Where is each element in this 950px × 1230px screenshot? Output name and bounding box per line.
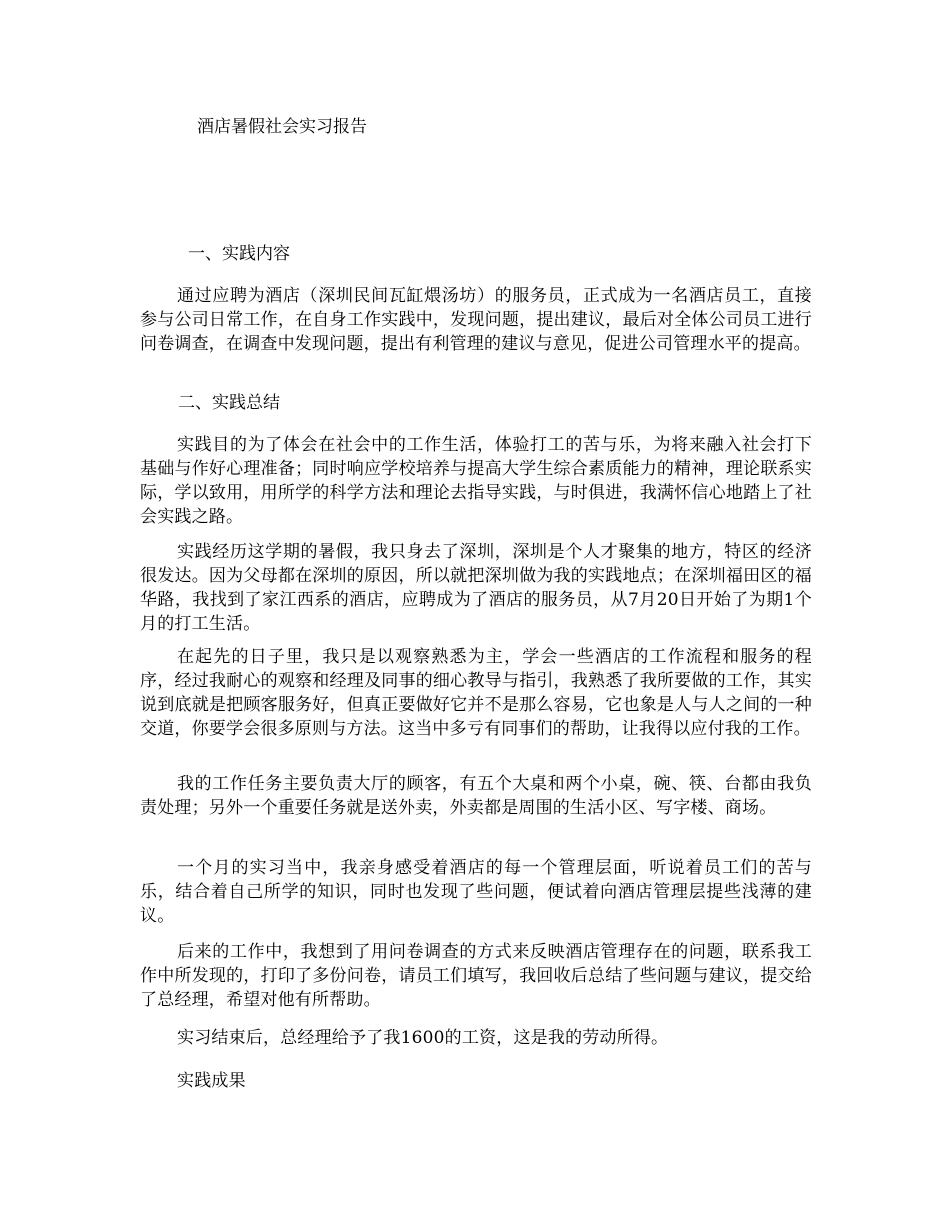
- paragraph-practice-content: 通过应聘为酒店（深圳民间瓦缸煨汤坊）的服务员，正式成为一名酒店员工，直接参与公司日常工作，在自身工作实践中，发现问题，提出建议，最后对全体公司员工进行问卷调查，在调查中发现问题，提出有利管理的建议与意见，促进公司管理水平的提高。: [140, 286, 812, 354]
- section-heading-practice-summary: 二、实践总结: [178, 393, 280, 413]
- paragraph-experience: 实践经历这学期的暑假，我只身去了深圳，深圳是个人才聚集的地方，特区的经济很发达。因为父母都在深圳的原因，所以就把深圳做为我的实践地点；在深圳福田区的福华路，我找到了家江西系的酒店，应聘成为了酒店的服务员，从7月20日开始了为期1个月的打工生活。: [140, 542, 812, 634]
- paragraph-observations: 一个月的实习当中，我亲身感受着酒店的每一个管理层面，听说着员工们的苦与乐，结合着自己所学的知识，同时也发现了些问题，便试着向酒店管理层提些浅薄的建议。: [140, 858, 812, 926]
- paragraph-results-heading: 实践成果: [177, 1071, 246, 1091]
- paragraph-purpose: 实践目的为了体会在社会中的工作生活，体验打工的苦与乐，为将来融入社会打下基础与作好心理准备；同时响应学校培养与提高大学生综合素质能力的精神，理论联系实际，学以致用，用所学的科学方法和理论去指导实践，与时俱进，我满怀信心地踏上了社会实践之路。: [140, 435, 812, 527]
- document-title: 酒店暑假社会实习报告: [197, 117, 367, 137]
- paragraph-survey: 后来的工作中，我想到了用问卷调查的方式来反映酒店管理存在的问题，联系我工作中所发现的，打印了多份问卷，请员工们填写，我回收后总结了些问题与建议，提交给了总经理，希望对他有所帮助。: [140, 942, 812, 1010]
- paragraph-duties: 我的工作任务主要负责大厅的顾客，有五个大桌和两个小桌，碗、筷、台都由我负责处理；另外一个重要任务就是送外卖，外卖都是周围的生活小区、写字楼、商场。: [140, 774, 812, 818]
- paragraph-early-days: 在起先的日子里，我只是以观察熟悉为主，学会一些酒店的工作流程和服务的程序，经过我耐心的观察和经理及同事的细心教导与指引，我熟悉了我所要做的工作，其实说到底就是把顾客服务好，但真正要做好它并不是那么容易，它也象是人与人之间的一种交道，你要学会很多原则与方法。这当中多亏有同事们的帮助，让我得以应付我的工作。: [140, 647, 812, 739]
- section-heading-practice-content: 一、实践内容: [188, 244, 290, 264]
- paragraph-salary: 实习结束后，总经理给予了我1600的工资，这是我的劳动所得。: [177, 1028, 669, 1048]
